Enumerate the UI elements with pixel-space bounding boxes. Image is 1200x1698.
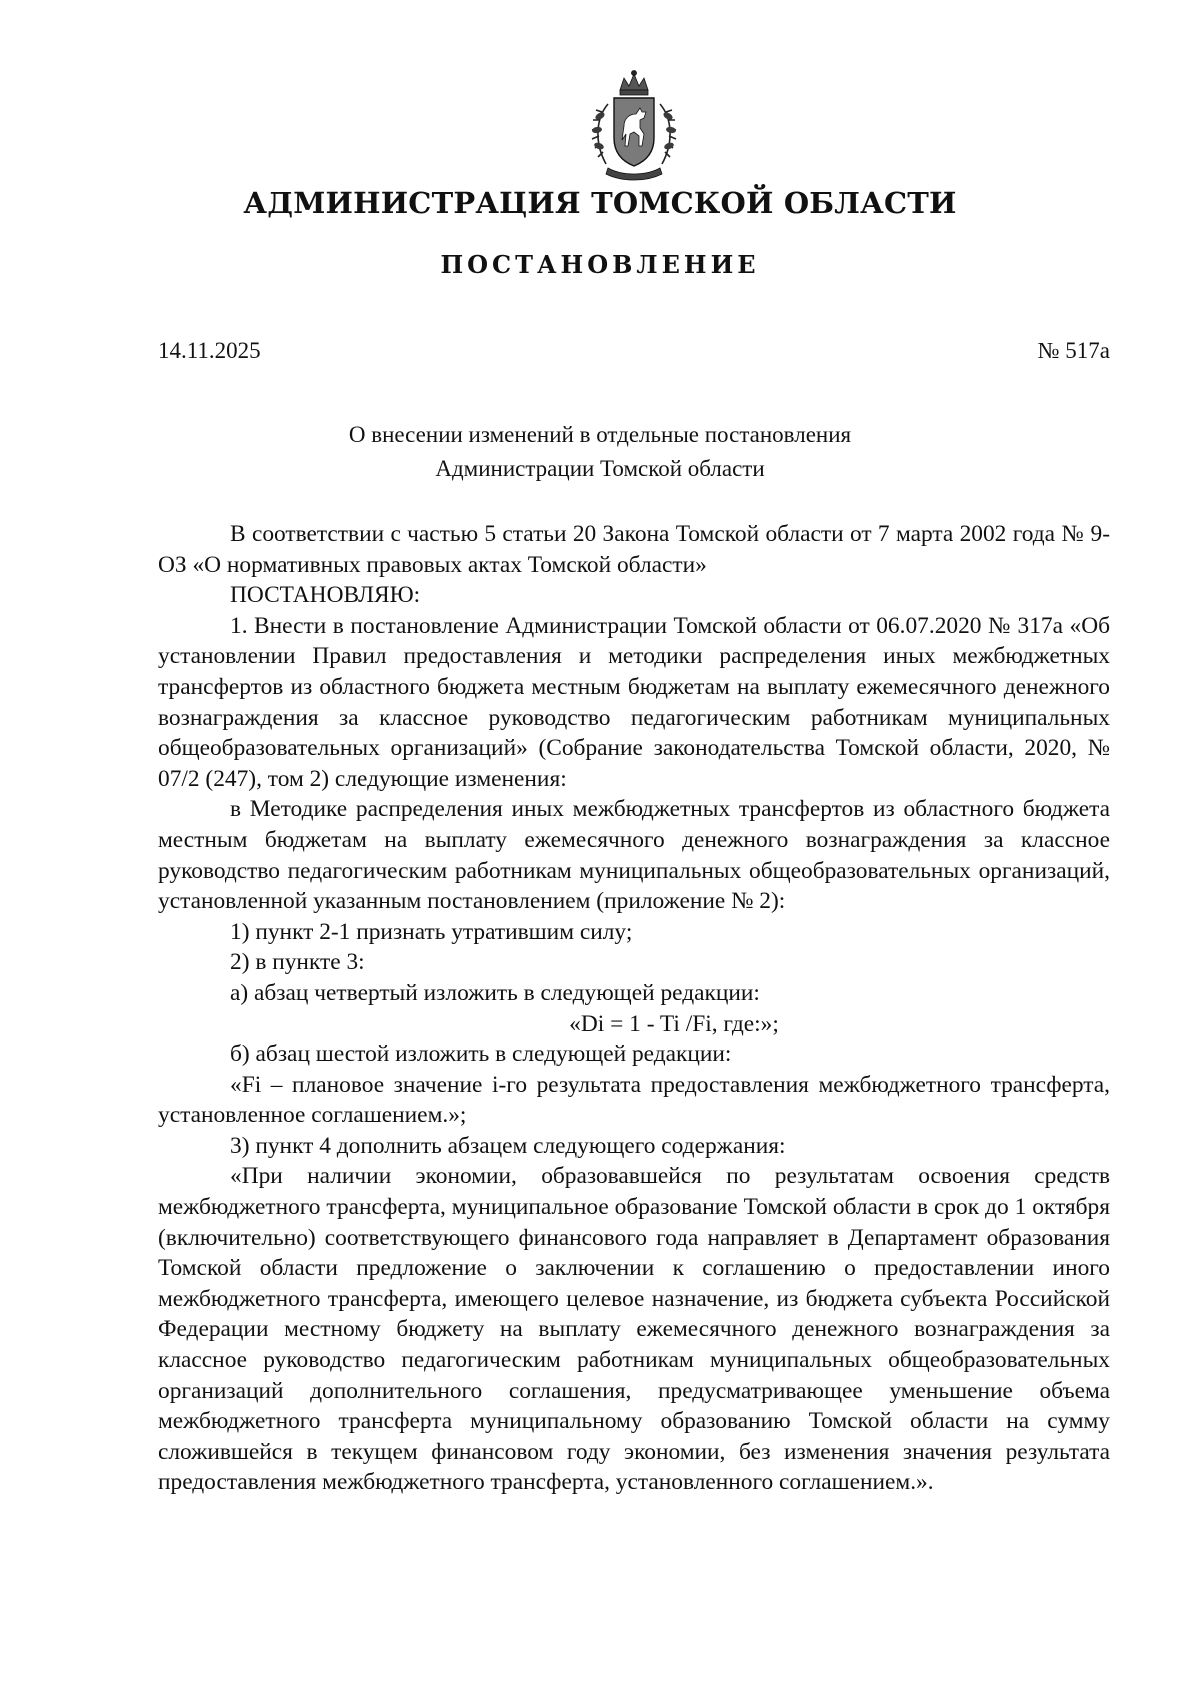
document-number: № 517а [1037, 338, 1110, 363]
paragraph-subitem-1: 1) пункт 2-1 признать утратившим силу; [230, 918, 633, 945]
paragraph-resolve: ПОСТАНОВЛЯЮ: [230, 582, 421, 609]
paragraph-subitem-2: 2) в пункте 3: [230, 949, 365, 976]
paragraph-subitem-2b: б) абзац шестой изложить в следующей редакции: [230, 1041, 732, 1068]
organization-name: АДМИНИСТРАЦИЯ ТОМСКОЙ ОБЛАСТИ [243, 186, 957, 220]
document-body [158, 519, 1110, 1498]
paragraph-item-1: 1. Внести в постановление Администрации Томской области от 06.07.2020 № 317а «Об установлении Правил предоставления и методики распределения иных межбюджетных трансфертов из областного бюджета местным бюджетам на выплату ежемесячного денежного вознаграждения за классное руководство педагогическим работникам муниципальных общеобразовательных организаций» (Собрание законодательства Томской области, 2020, № 07/2 (247), том 2) следующие изменения: [158, 612, 1110, 792]
paragraph-methodology: в Методике распределения иных межбюджетных трансфертов из областного бюджета местным бюджетам на выплату ежемесячного денежного вознаграждения за классное руководство педагогическим работникам муниципальных общеобразовательных организаций, установленной указанным постановлением (приложение № 2): [158, 796, 1110, 915]
paragraph-preamble: В соответствии с частью 5 статьи 20 Закона Томской области от 7 марта 2002 года № 9-ОЗ «О нормативных правовых актах Томской области» [158, 521, 1110, 578]
paragraph-economy: «При наличии экономии, образовавшейся по результатам освоения средств межбюджетного трансферта, муниципальное образование Томской области в срок до 1 октября (включительно) соответствующего финансового года направляет в Департамент образования Томской области предложение о заключении к соглашению о предоставлении иного межбюджетного трансферта, имеющего целевое назначение, из бюджета субъекта Российской Федерации местному бюджету на выплату ежемесячного денежного вознаграждения за классное руководство педагогическим работникам муниципальных общеобразовательных организаций дополнительного соглашения, предусматривающее уменьшение объема межбюджетного трансферта муниципальному образованию Томской области на сумму сложившейся в текущем финансовом году экономии, без изменения значения результата предоставления межбюджетного трансферта, установленного соглашением.». [158, 1163, 1110, 1496]
document-date: 14.11.2025 [158, 338, 261, 363]
subject-line-2: Администрации Томской области [435, 456, 765, 481]
document-subject [0, 418, 1200, 486]
paragraph-fi-definition: «Fi – плановое значение i-го результата предоставления межбюджетного трансферта, установленное соглашением.»; [158, 1071, 1110, 1129]
subject-line-1: О внесении изменений в отдельные постановления [348, 422, 852, 447]
document-type: ПОСТАНОВЛЕНИЕ [440, 250, 760, 279]
coat-of-arms-icon [578, 68, 690, 186]
paragraph-subitem-3: 3) пункт 4 дополнить абзацем следующего содержания: [230, 1132, 786, 1159]
paragraph-subitem-2a: а) абзац четвертый изложить в следующей редакции: [230, 979, 760, 1006]
formula: «Di = 1 - Ti /Fi, где:»; [569, 1010, 779, 1037]
